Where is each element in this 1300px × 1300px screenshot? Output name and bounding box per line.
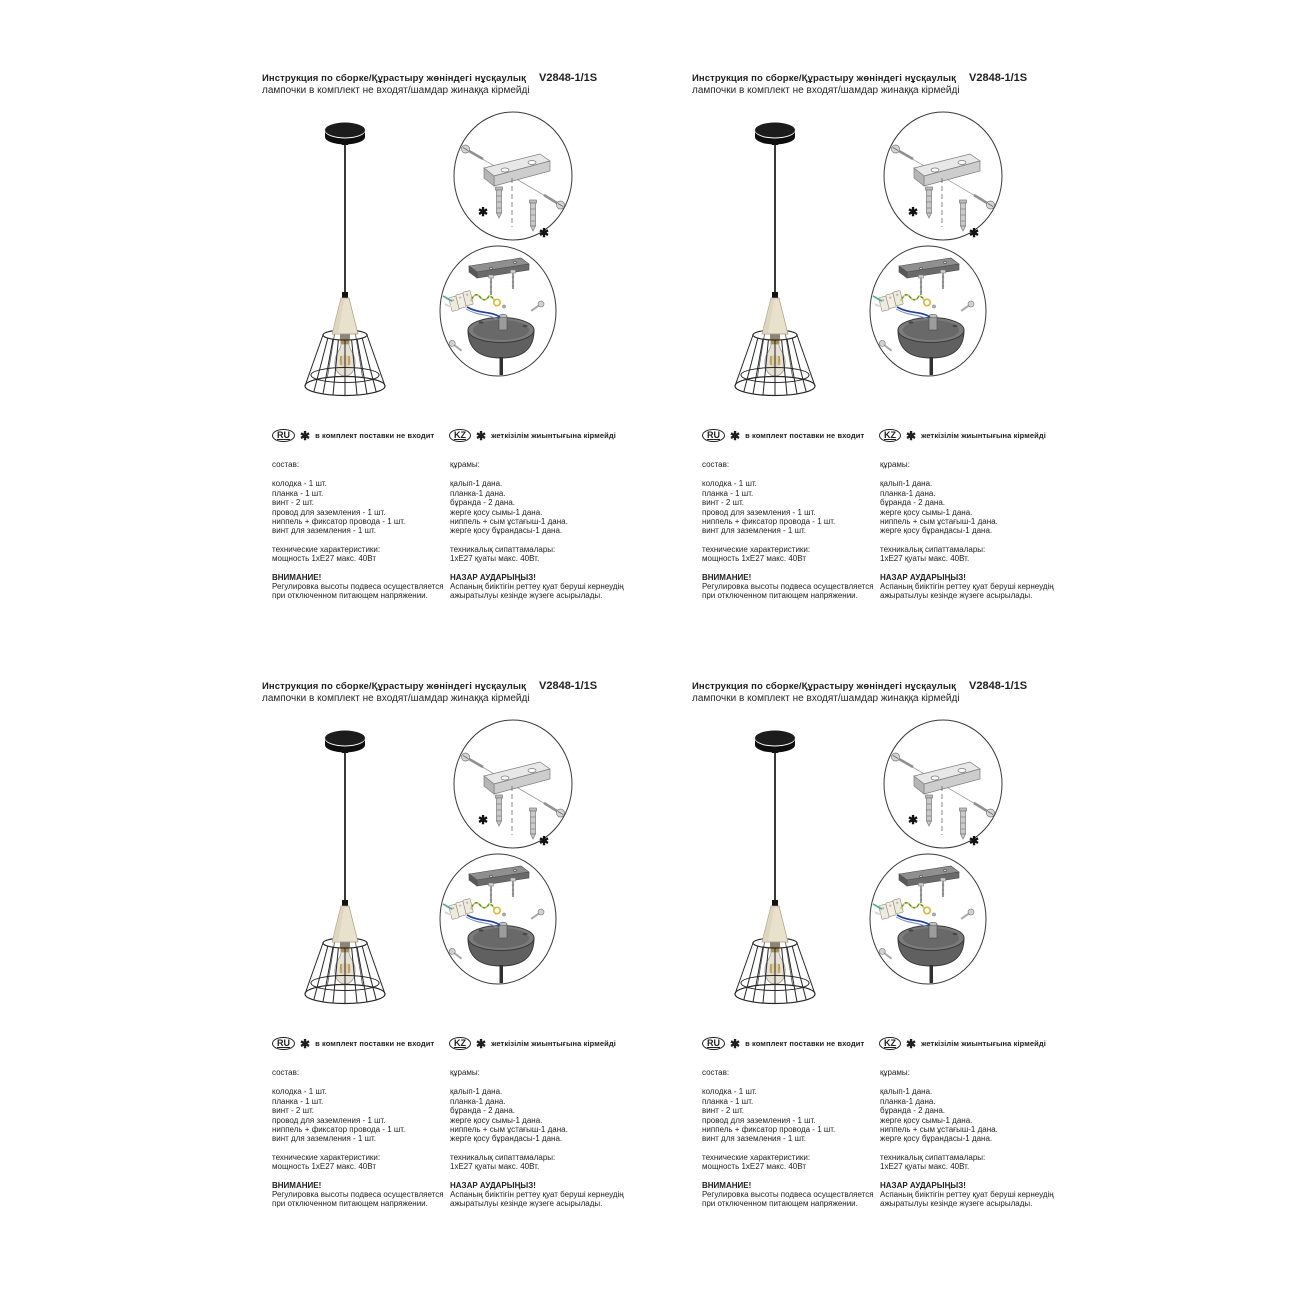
sheet-header <box>692 72 1052 84</box>
cord-grip <box>342 292 348 298</box>
kz-parts-column <box>880 1068 1052 1209</box>
instruction-title: Инструкция по сборке/Құрастыру жөніндегі нұсқаулық <box>262 681 526 692</box>
parts-list-item: планка-1 дана. <box>450 1096 506 1106</box>
ground-screw <box>932 913 935 916</box>
parts-list-item: жерге қосу сымы-1 дана. <box>450 1115 543 1125</box>
ru-note: в комплект поставки не входит <box>745 1039 865 1048</box>
specs-title: техникалық сипаттамалары: <box>450 544 556 554</box>
asterisk-icon: ✱ <box>908 205 919 219</box>
asterisk-icon: ✱ <box>730 1036 741 1051</box>
ru-note: в комплект поставки не входит <box>315 1039 435 1048</box>
ground-screw <box>502 305 505 308</box>
parts-list-item: винт - 2 шт. <box>702 498 744 508</box>
kz-note-row <box>449 428 616 443</box>
parts-list-item: ниппель + фиксатор провода - 1 шт. <box>702 517 836 527</box>
parts-list <box>880 1087 1052 1143</box>
kz-parts-column <box>880 460 1052 601</box>
asterisk-icon: ✱ <box>476 1036 487 1051</box>
canopy-wiring-diagram <box>437 244 559 378</box>
kz-parts-column <box>450 460 622 601</box>
parts-list <box>272 479 450 535</box>
parts-list <box>702 1087 880 1143</box>
warning-text <box>880 1190 1052 1209</box>
parts-list-item: қалып-1 дана. <box>880 1087 933 1097</box>
cage-shade <box>735 330 815 396</box>
canopy-wiring-diagram <box>437 852 559 986</box>
kz-note: жеткізілім жиынтығына кірмейді <box>491 431 616 440</box>
parts-list-item: винт - 2 шт. <box>702 1106 744 1116</box>
parts-list-item: колодка - 1 шт. <box>272 1087 327 1097</box>
warning-line: Аспаның биіктігін реттеу қуат беруші кернеудің <box>450 582 624 592</box>
instruction-title: Инструкция по сборке/Құрастыру жөніндегі нұсқаулық <box>262 73 526 84</box>
warning-text <box>880 582 1052 601</box>
parts-list-item: провод для заземления - 1 шт. <box>702 507 816 517</box>
warning-line: Регулировка высоты подвеса осуществляется <box>702 1190 874 1200</box>
parts-list-title: состав: <box>702 460 730 469</box>
cord-stub <box>500 357 504 375</box>
warning-text <box>450 1190 622 1209</box>
wooden-cone-holder <box>762 906 788 942</box>
specs-title: технические характеристики: <box>272 1152 381 1162</box>
sheet-header <box>262 680 622 692</box>
kz-note-row <box>879 428 1046 443</box>
warning-line: ажыратылуы кезінде жүзеге асырылады. <box>450 591 603 601</box>
asterisk-icon: ✱ <box>906 1036 917 1051</box>
warning-title: ВНИМАНИЕ! <box>272 1180 322 1190</box>
specs-title: технические характеристики: <box>702 1152 811 1162</box>
parts-list-item: қалып-1 дана. <box>450 1087 503 1097</box>
ru-badge: RU <box>702 429 725 443</box>
warning-line: при отключенном питающем напряжении. <box>272 1199 428 1209</box>
parts-list-item: провод для заземления - 1 шт. <box>272 1115 386 1125</box>
ground-screw <box>932 305 935 308</box>
warning-line: Аспаның биіктігін реттеу қуат беруші кернеудің <box>450 1190 624 1200</box>
mounting-bracket-diagram <box>452 110 574 242</box>
warning-text <box>272 1190 450 1209</box>
cage-shade <box>305 330 385 396</box>
asterisk-icon: ✱ <box>539 834 550 848</box>
parts-list-item: жерге қосу сымы-1 дана. <box>880 1115 973 1125</box>
model-number: V2848-1/1S <box>969 72 1028 84</box>
kz-badge: KZ <box>879 429 901 443</box>
warning-text <box>272 582 450 601</box>
kz-note: жеткізілім жиынтығына кірмейді <box>491 1039 616 1048</box>
parts-list-title: құрамы: <box>450 460 480 469</box>
cage-shade <box>305 938 385 1004</box>
parts-list-item: бұранда - 2 дана. <box>450 1106 516 1116</box>
warning-line: ажыратылуы кезінде жүзеге асырылады. <box>450 1199 603 1209</box>
ru-note: в комплект поставки не входит <box>315 431 435 440</box>
specs-value: мощность 1хЕ27 макс. 40Вт <box>272 554 376 564</box>
wooden-cone-holder <box>332 298 358 334</box>
parts-list-item: ниппель + сым ұстағыш-1 дана. <box>450 1125 568 1135</box>
asterisk-icon: ✱ <box>906 428 917 443</box>
asterisk-icon: ✱ <box>908 813 919 827</box>
canopy-wiring-diagram <box>867 852 989 986</box>
parts-list-title: состав: <box>702 1068 730 1077</box>
specs-value: 1хЕ27 қуаты макс. 40Вт. <box>450 1162 540 1172</box>
ceiling-canopy <box>325 123 365 146</box>
specs-title: технические характеристики: <box>702 544 811 554</box>
ru-badge: RU <box>272 429 295 443</box>
cord-stub <box>930 965 934 983</box>
warning-line: при отключенном питающем напряжении. <box>702 1199 858 1209</box>
ceiling-canopy <box>755 731 795 754</box>
warning-title: ВНИМАНИЕ! <box>702 572 752 582</box>
parts-list-item: ниппель + сым ұстағыш-1 дана. <box>880 517 998 527</box>
specs-value: мощность 1хЕ27 макс. 40Вт <box>702 554 806 564</box>
parts-list <box>702 479 880 535</box>
asterisk-icon: ✱ <box>476 428 487 443</box>
asterisk-icon: ✱ <box>730 428 741 443</box>
ru-parts-column <box>272 1068 450 1209</box>
warning-title: ВНИМАНИЕ! <box>272 572 322 582</box>
cord-grip <box>772 292 778 298</box>
parts-list-item: планка-1 дана. <box>880 1096 936 1106</box>
parts-list-title: құрамы: <box>880 460 910 469</box>
parts-list-title: құрамы: <box>450 1068 480 1077</box>
lamp-note-subtitle: лампочки в комплект не входят/шамдар жинаққа кірмейді <box>262 693 530 704</box>
lamp-note-subtitle: лампочки в комплект не входят/шамдар жинаққа кірмейді <box>692 693 960 704</box>
parts-list-item: қалып-1 дана. <box>450 479 503 489</box>
warning-line: Регулировка высоты подвеса осуществляется <box>272 582 444 592</box>
parts-list-item: колодка - 1 шт. <box>702 479 757 489</box>
parts-list-item: жерге қосу бұрандасы-1 дана. <box>880 526 993 536</box>
wall-anchor <box>530 808 537 839</box>
kz-parts-column <box>450 1068 622 1209</box>
warning-title: НАЗАР АУДАРЫҢЫЗ! <box>880 1180 966 1190</box>
parts-list-item: жерге қосу сымы-1 дана. <box>880 507 973 517</box>
instruction-sheet <box>692 678 1052 1238</box>
parts-list-item: планка - 1 шт. <box>272 488 324 498</box>
ru-note: в комплект поставки не входит <box>745 431 865 440</box>
parts-list-item: жерге қосу бұрандасы-1 дана. <box>880 1134 993 1144</box>
parts-list-item: планка-1 дана. <box>450 488 506 498</box>
cord-stub <box>500 965 504 983</box>
cord-grip <box>772 900 778 906</box>
asterisk-icon: ✱ <box>300 428 311 443</box>
parts-list-item: ниппель + фиксатор провода - 1 шт. <box>272 517 406 527</box>
warning-line: при отключенном питающем напряжении. <box>272 591 428 601</box>
parts-list-item: планка - 1 шт. <box>702 488 754 498</box>
parts-list-item: жерге қосу бұрандасы-1 дана. <box>450 1134 563 1144</box>
wooden-cone-holder <box>332 906 358 942</box>
ru-badge: RU <box>272 1037 295 1051</box>
asterisk-icon: ✱ <box>478 813 489 827</box>
warning-line: ажыратылуы кезінде жүзеге асырылады. <box>880 591 1033 601</box>
sheet-slot-top-left <box>262 70 622 630</box>
instruction-title: Инструкция по сборке/Құрастыру жөніндегі нұсқаулық <box>692 681 956 692</box>
wooden-cone-holder <box>762 298 788 334</box>
sheet-slot-top-right <box>692 70 1052 630</box>
parts-list-item: ниппель + сым ұстағыш-1 дана. <box>450 517 568 527</box>
pendant-lamp-drawing <box>280 722 410 1032</box>
asterisk-icon: ✱ <box>539 226 550 240</box>
parts-list-title: құрамы: <box>880 1068 910 1077</box>
specs-title: техникалық сипаттамалары: <box>450 1152 556 1162</box>
kz-badge: KZ <box>449 1037 471 1051</box>
mounting-bracket-diagram <box>882 110 1004 242</box>
ru-parts-column <box>702 1068 880 1209</box>
ru-parts-column <box>272 460 450 601</box>
kz-note-row <box>879 1036 1046 1051</box>
mounting-bracket-diagram <box>882 718 1004 850</box>
instruction-sheet <box>692 70 1052 630</box>
model-number: V2848-1/1S <box>969 680 1028 692</box>
parts-list-item: жерге қосу сымы-1 дана. <box>450 507 543 517</box>
wall-anchor <box>926 187 933 218</box>
parts-list-item: планка-1 дана. <box>880 488 936 498</box>
wall-anchor <box>496 187 503 218</box>
ru-note-row <box>702 428 864 443</box>
parts-list-item: винт - 2 шт. <box>272 498 314 508</box>
cage-shade <box>735 938 815 1004</box>
parts-list-item: винт - 2 шт. <box>272 1106 314 1116</box>
parts-list-item: ниппель + сым ұстағыш-1 дана. <box>880 1125 998 1135</box>
parts-list-item: провод для заземления - 1 шт. <box>702 1115 816 1125</box>
ru-parts-column <box>702 460 880 601</box>
specs-value: мощность 1хЕ27 макс. 40Вт <box>702 1162 806 1172</box>
parts-list-item: ниппель + фиксатор провода - 1 шт. <box>272 1125 406 1135</box>
ru-note-row <box>272 428 434 443</box>
warning-line: Регулировка высоты подвеса осуществляется <box>702 582 874 592</box>
warning-line: Аспаның биіктігін реттеу қуат беруші кернеудің <box>880 582 1054 592</box>
parts-list-item: ниппель + фиксатор провода - 1 шт. <box>702 1125 836 1135</box>
specs-title: техникалық сипаттамалары: <box>880 544 986 554</box>
cord-stub <box>930 357 934 375</box>
sheet-header <box>692 680 1052 692</box>
specs-value: мощность 1хЕ27 макс. 40Вт <box>272 1162 376 1172</box>
model-number: V2848-1/1S <box>539 72 598 84</box>
pendant-lamp-drawing <box>710 114 840 424</box>
parts-list-item: винт для заземления - 1 шт. <box>272 526 377 536</box>
warning-text <box>702 1190 880 1209</box>
instruction-sheet <box>262 70 622 630</box>
parts-list-item: винт для заземления - 1 шт. <box>272 1134 377 1144</box>
ru-note-row <box>272 1036 434 1051</box>
instruction-sheet <box>262 678 622 1238</box>
model-number: V2848-1/1S <box>539 680 598 692</box>
parts-list <box>450 479 622 535</box>
wall-anchor <box>530 200 537 231</box>
lamp-note-subtitle: лампочки в комплект не входят/шамдар жинаққа кірмейді <box>692 85 960 96</box>
parts-list-item: планка - 1 шт. <box>272 1096 324 1106</box>
parts-list-item: планка - 1 шт. <box>702 1096 754 1106</box>
parts-list <box>880 479 1052 535</box>
parts-list-title: состав: <box>272 1068 300 1077</box>
warning-text <box>450 582 622 601</box>
sheet-header <box>262 72 622 84</box>
warning-title: НАЗАР АУДАРЫҢЫЗ! <box>450 572 536 582</box>
kz-note-row <box>449 1036 616 1051</box>
asterisk-icon: ✱ <box>969 834 980 848</box>
specs-title: технические характеристики: <box>272 544 381 554</box>
kz-badge: KZ <box>879 1037 901 1051</box>
pendant-lamp-drawing <box>710 722 840 1032</box>
ru-badge: RU <box>702 1037 725 1051</box>
parts-list-item: бұранда - 2 дана. <box>880 498 946 508</box>
kz-badge: KZ <box>449 429 471 443</box>
parts-list <box>272 1087 450 1143</box>
parts-list-item: қалып-1 дана. <box>880 479 933 489</box>
ground-screw <box>502 913 505 916</box>
asterisk-icon: ✱ <box>969 226 980 240</box>
parts-list <box>450 1087 622 1143</box>
parts-list-item: колодка - 1 шт. <box>272 479 327 489</box>
parts-list-item: бұранда - 2 дана. <box>880 1106 946 1116</box>
kz-note: жеткізілім жиынтығына кірмейді <box>921 1039 1046 1048</box>
specs-value: 1хЕ27 қуаты макс. 40Вт. <box>450 554 540 564</box>
cord-grip <box>342 900 348 906</box>
wall-anchor <box>496 795 503 826</box>
ceiling-canopy <box>755 123 795 146</box>
canopy-wiring-diagram <box>867 244 989 378</box>
asterisk-icon: ✱ <box>478 205 489 219</box>
warning-line: Аспаның биіктігін реттеу қуат беруші кернеудің <box>880 1190 1054 1200</box>
warning-title: НАЗАР АУДАРЫҢЫЗ! <box>880 572 966 582</box>
parts-list-item: бұранда - 2 дана. <box>450 498 516 508</box>
wall-anchor <box>960 808 967 839</box>
warning-title: НАЗАР АУДАРЫҢЫЗ! <box>450 1180 536 1190</box>
sheet-slot-bottom-right <box>692 678 1052 1238</box>
sheet-slot-bottom-left <box>262 678 622 1238</box>
parts-list-item: провод для заземления - 1 шт. <box>272 507 386 517</box>
specs-title: техникалық сипаттамалары: <box>880 1152 986 1162</box>
pendant-lamp-drawing <box>280 114 410 424</box>
lamp-note-subtitle: лампочки в комплект не входят/шамдар жинаққа кірмейді <box>262 85 530 96</box>
parts-list-title: состав: <box>272 460 300 469</box>
warning-line: ажыратылуы кезінде жүзеге асырылады. <box>880 1199 1033 1209</box>
ru-note-row <box>702 1036 864 1051</box>
warning-title: ВНИМАНИЕ! <box>702 1180 752 1190</box>
parts-list-item: винт для заземления - 1 шт. <box>702 526 807 536</box>
warning-line: при отключенном питающем напряжении. <box>702 591 858 601</box>
kz-note: жеткізілім жиынтығына кірмейді <box>921 431 1046 440</box>
parts-list-item: колодка - 1 шт. <box>702 1087 757 1097</box>
asterisk-icon: ✱ <box>300 1036 311 1051</box>
specs-value: 1хЕ27 қуаты макс. 40Вт. <box>880 554 970 564</box>
instruction-title: Инструкция по сборке/Құрастыру жөніндегі нұсқаулық <box>692 73 956 84</box>
parts-list-item: винт для заземления - 1 шт. <box>702 1134 807 1144</box>
wall-anchor <box>960 200 967 231</box>
mounting-bracket-diagram <box>452 718 574 850</box>
warning-line: Регулировка высоты подвеса осуществляется <box>272 1190 444 1200</box>
specs-value: 1хЕ27 қуаты макс. 40Вт. <box>880 1162 970 1172</box>
parts-list-item: жерге қосу бұрандасы-1 дана. <box>450 526 563 536</box>
ceiling-canopy <box>325 731 365 754</box>
wall-anchor <box>926 795 933 826</box>
warning-text <box>702 582 880 601</box>
